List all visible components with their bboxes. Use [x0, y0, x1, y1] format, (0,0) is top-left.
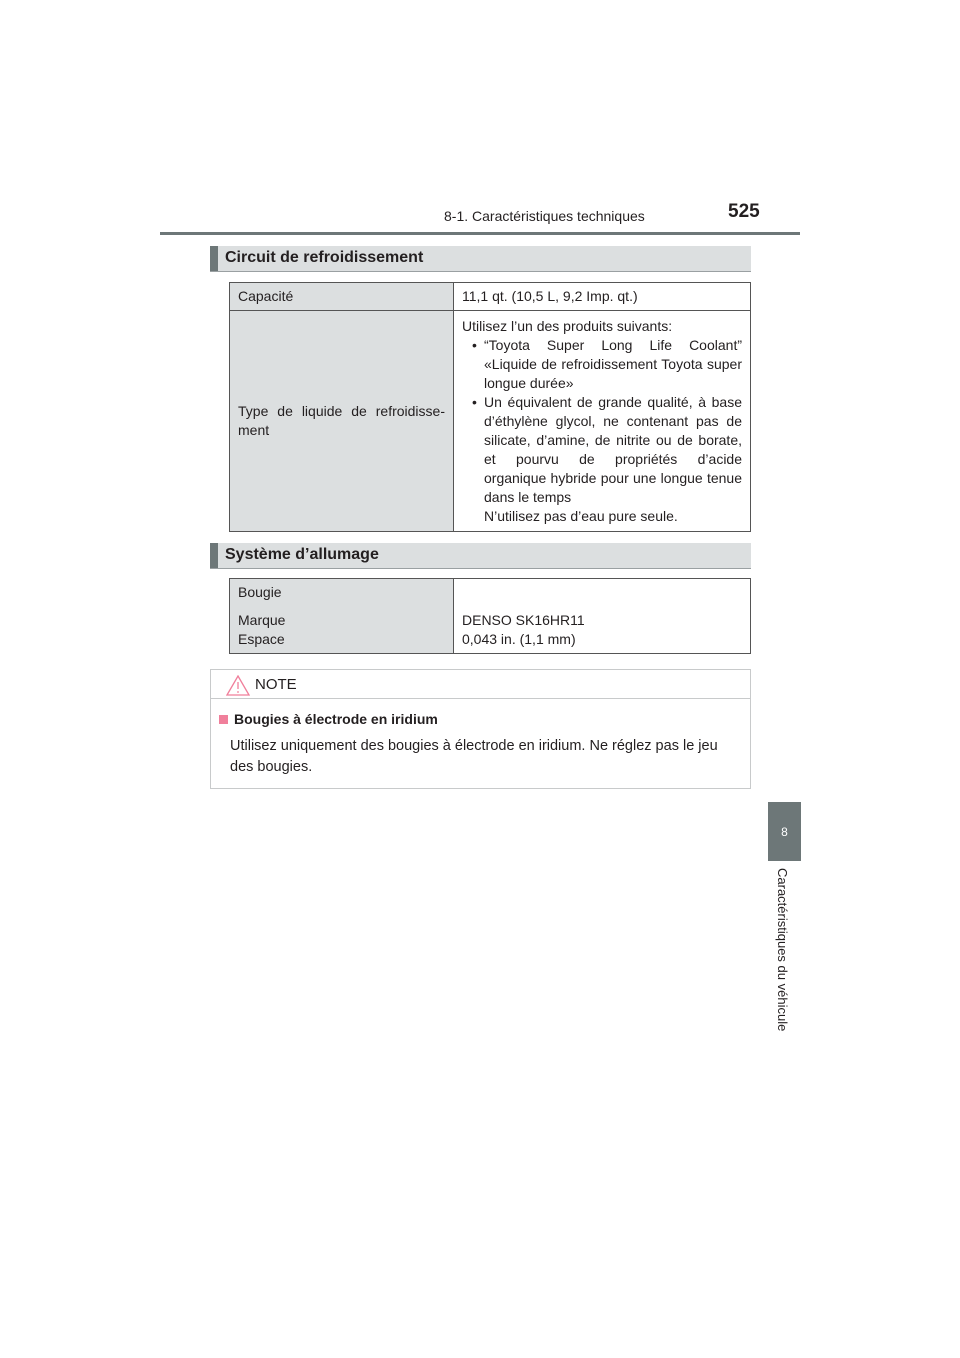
- chapter-number: 8: [781, 825, 788, 839]
- list-item: • Un équivalent de grande qualité, à base d’éthylène glycol, ne contenant pas de silicate, d’amine, de nitrite ou de borate, et pourvu de propriétés d’acide organique hybride pour une longue tenue dans le temps: [462, 393, 742, 507]
- chapter-label-text: Caractéristiques du véhicule: [775, 868, 790, 1032]
- note-box: [210, 669, 751, 789]
- list-item: • “Toyota Super Long Life Coolant” «Liquide de refroidissement Toyota super longue durée»: [462, 336, 742, 393]
- spark-plug-empty: [462, 583, 742, 602]
- ignition-spec-table: [229, 578, 751, 654]
- spark-plug-labels: [230, 579, 454, 654]
- spark-plug-values: [454, 579, 751, 654]
- table-row: [230, 579, 751, 654]
- cooling-section-title: Circuit de refroidissement: [225, 249, 424, 266]
- coolant-type-label-line2: ment: [238, 422, 270, 438]
- ignition-section-title: Système d’allumage: [225, 546, 379, 563]
- header-rule: [160, 232, 800, 235]
- heading-accent-bar: [210, 246, 218, 271]
- ignition-section-heading: [210, 543, 751, 569]
- brand-value: DENSO SK16HR11: [462, 612, 585, 628]
- chapter-label: [772, 868, 796, 1058]
- brand-label: Marque: [238, 612, 286, 628]
- note-header: [211, 670, 750, 699]
- heading-accent-bar: [210, 543, 218, 568]
- note-subheading-text: Bougies à électrode en iridium: [234, 711, 438, 727]
- coolant-type-label-line1: Type de liquide de refroidisse-: [238, 403, 445, 419]
- table-row: [230, 311, 751, 532]
- capacity-label: Capacité: [230, 283, 454, 311]
- note-body: Utilisez uniquement des bougies à électrode en iridium. Ne réglez pas le jeu des bougies.: [230, 738, 718, 775]
- cooling-spec-table: [229, 282, 751, 532]
- gap-value: 0,043 in. (1,1 mm): [462, 631, 576, 647]
- coolant-type-value: [454, 311, 751, 532]
- spark-plug-label: Bougie: [238, 584, 282, 600]
- coolant-type-label: [230, 311, 454, 532]
- coolant-bullet-list: [462, 336, 742, 507]
- chapter-tab: [768, 802, 801, 861]
- cooling-section-heading: [210, 246, 751, 272]
- note-label: NOTE: [255, 676, 297, 693]
- square-bullet-icon: [219, 715, 228, 724]
- page-number: 525: [728, 201, 760, 222]
- capacity-value: 11,1 qt. (10,5 L, 9,2 Imp. qt.): [454, 283, 751, 311]
- note-subheading: [219, 711, 438, 727]
- gap-label: Espace: [238, 631, 285, 647]
- coolant-footer: N’utilisez pas d’eau pure seule.: [484, 507, 678, 524]
- coolant-intro: Utilisez l’un des produits suivants:: [462, 317, 673, 334]
- table-row: [230, 283, 751, 311]
- warning-triangle-icon: [226, 675, 250, 696]
- header-section-title: 8-1. Caractéristiques techniques: [444, 208, 645, 224]
